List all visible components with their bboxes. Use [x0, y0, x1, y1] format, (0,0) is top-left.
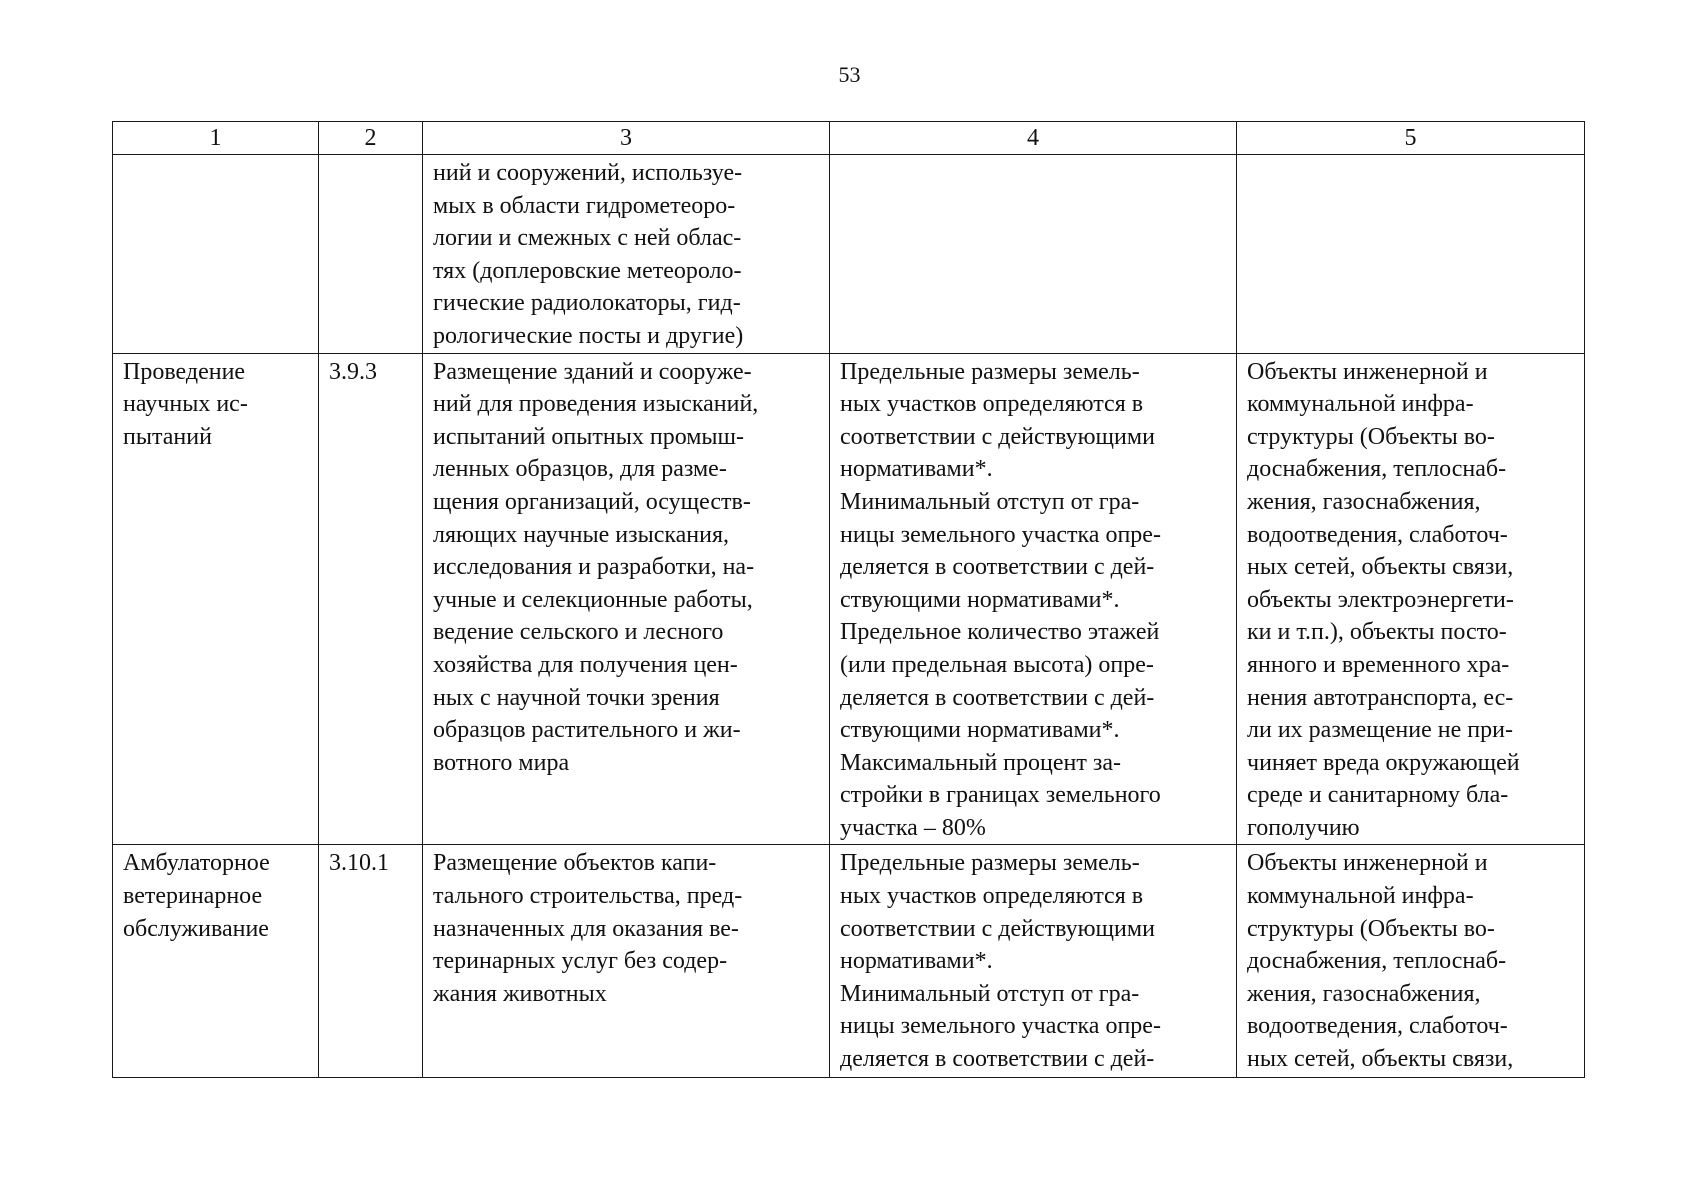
- text-line: ных с научной точки зрения: [433, 684, 720, 711]
- text-line: Минимальный отступ от гра-: [840, 488, 1140, 515]
- text-line: вотного мира: [433, 749, 570, 776]
- text-line: Предельное количество этажей: [840, 619, 1160, 646]
- text-line: учные и селекционные работы,: [433, 586, 753, 613]
- text-line: обслуживание: [123, 915, 269, 942]
- page-number: 53: [838, 62, 861, 87]
- text-line: ных сетей, объекты связи,: [1247, 554, 1514, 581]
- text-line: стройки в границах земельного: [840, 782, 1161, 809]
- parameters-cell: [830, 155, 1237, 354]
- text-line: чиняет вреда окружающей: [1247, 749, 1520, 776]
- use-name-cell: [113, 155, 319, 354]
- text-line: коммунальной инфра-: [1247, 391, 1474, 418]
- text-line: нормативами*.: [840, 948, 993, 975]
- text-line: Размещение объектов капи-: [433, 850, 717, 877]
- text-line: соответствии с действующими: [840, 423, 1155, 450]
- text-line: Объекты инженерной и: [1247, 850, 1488, 877]
- parameters-cell: [830, 353, 1237, 845]
- text-line: ведение сельского и лесного: [433, 619, 724, 646]
- text-line: логии и смежных с ней облас-: [433, 225, 742, 252]
- text-line: ных участков определяются в: [840, 883, 1144, 910]
- text-line: ки и т.п.), объекты посто-: [1247, 619, 1507, 646]
- text-line: рологические посты и другие): [433, 322, 744, 349]
- text-line: нормативами*.: [840, 456, 993, 483]
- text-line: ствующими нормативами*.: [840, 586, 1120, 613]
- text-line: мых в области гидрометеоро-: [433, 192, 736, 219]
- text-line: Объекты инженерной и: [1247, 358, 1488, 385]
- text-line: водоотведения, слаботоч-: [1247, 1013, 1508, 1040]
- text-line: Предельные размеры земель-: [840, 358, 1140, 385]
- use-description-cell: [423, 155, 830, 354]
- use-description-cell: [423, 845, 830, 1078]
- text-line: жения, газоснабжения,: [1247, 488, 1481, 515]
- header-col-4: 4: [830, 122, 1237, 155]
- text-line: ний и сооружений, используе-: [433, 160, 743, 186]
- use-name-cell: [113, 845, 319, 1078]
- text-line: образцов растительного и жи-: [433, 717, 741, 744]
- text-line: тального строительства, пред-: [433, 883, 743, 910]
- auxiliary-uses-cell: [1237, 845, 1585, 1078]
- header-row: [113, 122, 1585, 155]
- parameters-cell: [830, 845, 1237, 1078]
- text-line: исследования и разработки, на-: [433, 554, 755, 581]
- table-row: [113, 353, 1585, 845]
- use-description-cell: [423, 353, 830, 845]
- use-name-cell: [113, 353, 319, 845]
- text-line: Размещение зданий и сооруже-: [433, 358, 752, 385]
- text-line: ствующими нормативами*.: [840, 717, 1120, 744]
- text-line: ных сетей, объекты связи,: [1247, 1046, 1514, 1073]
- text-line: деляется в соответствии с дей-: [840, 554, 1155, 581]
- text-line: ли их размещение не при-: [1247, 717, 1513, 744]
- text-line: объекты электроэнергети-: [1247, 586, 1514, 613]
- text-line: ницы земельного участка опре-: [840, 521, 1161, 548]
- text-line: соответствии с действующими: [840, 915, 1155, 942]
- text-line: среде и санитарному бла-: [1247, 782, 1509, 809]
- text-line: водоотведения, слаботоч-: [1247, 521, 1508, 548]
- text-line: деляется в соответствии с дей-: [840, 1046, 1155, 1073]
- text-line: пытаний: [123, 423, 212, 450]
- text-line: коммунальной инфра-: [1247, 883, 1474, 910]
- text-line: ний для проведения изысканий,: [433, 391, 759, 418]
- text-line: жания животных: [433, 980, 607, 1007]
- text-line: доснабжения, теплоснаб-: [1247, 948, 1507, 975]
- header-col-2: 2: [319, 122, 423, 155]
- text-line: участка – 80%: [840, 814, 986, 841]
- text-line: научных ис-: [123, 391, 248, 418]
- text-line: теринарных услуг без содер-: [433, 948, 728, 975]
- text-line: назначенных для оказания ве-: [433, 915, 739, 942]
- text-line: испытаний опытных промыш-: [433, 423, 745, 450]
- text-line: тях (доплеровские метеороло-: [433, 257, 742, 284]
- table-row: [113, 155, 1585, 354]
- text-line: доснабжения, теплоснаб-: [1247, 456, 1507, 483]
- text-line: нения автотранспорта, ес-: [1247, 684, 1514, 711]
- header-col-3: 3: [423, 122, 830, 155]
- text-line: Предельные размеры земель-: [840, 850, 1140, 877]
- text-line: щения организаций, осуществ-: [433, 488, 751, 515]
- text-line: структуры (Объекты во-: [1247, 423, 1495, 450]
- text-line: Минимальный отступ от гра-: [840, 980, 1140, 1007]
- header-col-1: 1: [113, 122, 319, 155]
- land-use-table: [112, 121, 1585, 1078]
- header-col-5: 5: [1237, 122, 1585, 155]
- text-line: янного и временного хра-: [1247, 651, 1510, 678]
- text-line: структуры (Объекты во-: [1247, 915, 1495, 942]
- text-line: ветеринарное: [123, 883, 263, 910]
- text-line: (или предельная высота) опре-: [840, 651, 1154, 678]
- text-line: ницы земельного участка опре-: [840, 1013, 1161, 1040]
- text-line: ных участков определяются в: [840, 391, 1144, 418]
- auxiliary-uses-cell: [1237, 155, 1585, 354]
- auxiliary-uses-cell: [1237, 353, 1585, 845]
- text-line: ляющих научные изыскания,: [433, 521, 730, 548]
- use-code-cell: 3.10.1: [319, 845, 423, 1078]
- table-row: [113, 845, 1585, 1078]
- text-line: Амбулаторное: [123, 850, 270, 877]
- text-line: гополучию: [1247, 814, 1360, 841]
- text-line: ленных образцов, для разме-: [433, 456, 727, 483]
- text-line: гические радиолокаторы, гид-: [433, 290, 741, 317]
- use-code-cell: 3.9.3: [319, 353, 423, 845]
- text-line: хозяйства для получения цен-: [433, 651, 738, 678]
- text-line: жения, газоснабжения,: [1247, 980, 1481, 1007]
- text-line: Проведение: [123, 358, 246, 385]
- text-line: деляется в соответствии с дей-: [840, 684, 1155, 711]
- use-code-cell: [319, 155, 423, 354]
- text-line: Максимальный процент за-: [840, 749, 1121, 776]
